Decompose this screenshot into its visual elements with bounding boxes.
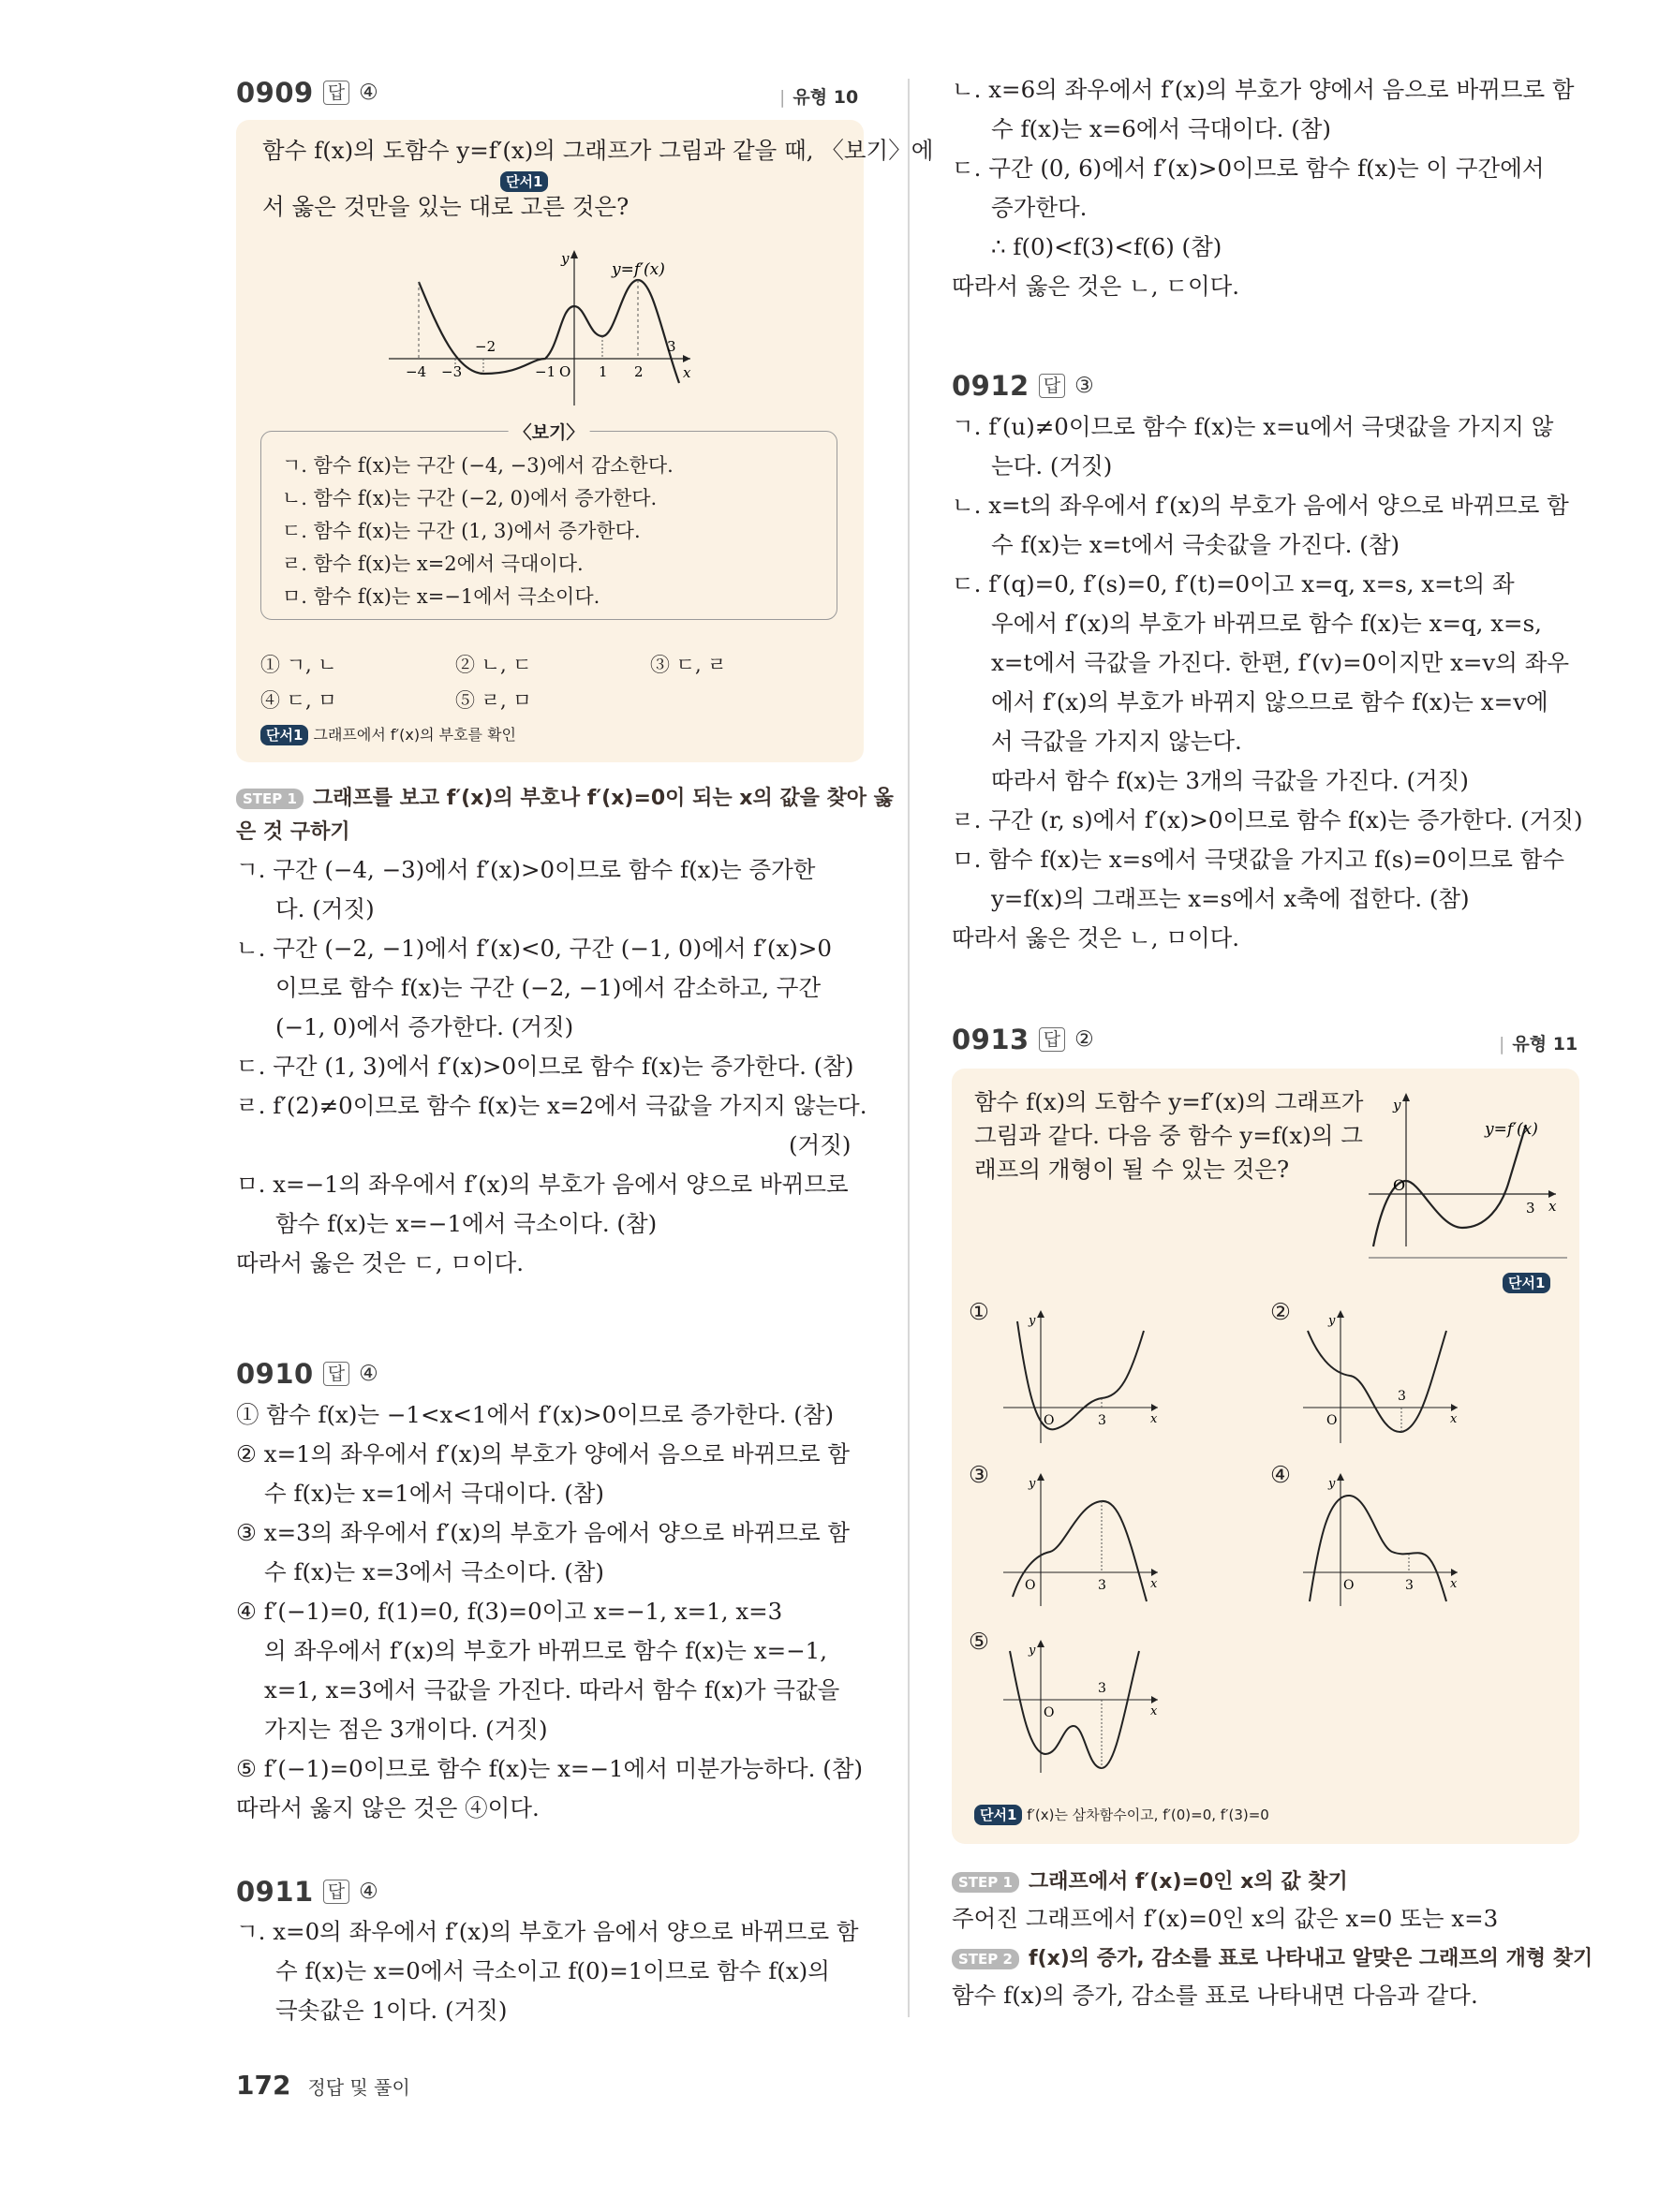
- solution-line: 극솟값은 1이다. (거짓): [275, 1997, 508, 2024]
- tick-label: 3: [1405, 1578, 1414, 1593]
- x-axis-label: x: [1150, 1704, 1158, 1718]
- origin-label: O: [1326, 1413, 1338, 1428]
- option-3-label[interactable]: ③: [969, 1461, 989, 1488]
- origin-label: O: [1343, 1578, 1355, 1593]
- y-axis-arrow: [570, 250, 578, 258]
- solution-line: 수 f(x)는 x=1에서 극대이다. (참): [264, 1480, 604, 1507]
- y-axis-label: y: [1393, 1097, 1401, 1113]
- origin-label: O: [1044, 1705, 1055, 1720]
- option-4-label[interactable]: ④: [1270, 1461, 1291, 1488]
- solution-line: ㄱ. x=0의 좌우에서 f′(x)의 부호가 음에서 양으로 바뀌므로 함: [236, 1918, 859, 1945]
- solution-line: 에서 f′(x)의 부호가 바뀌지 않으므로 함수 f(x)는 x=v에: [991, 688, 1548, 715]
- column-divider: [908, 79, 910, 2017]
- solution-line: ㄱ. f′(u)≠0이므로 함수 f(x)는 x=u에서 극댓값을 가지지 않: [952, 413, 1554, 440]
- option-2-label[interactable]: ②: [1270, 1298, 1291, 1325]
- bogi-item: ㄷ. 함수 f(x)는 구간 (1, 3)에서 증가한다.: [282, 520, 641, 542]
- step-text: 그래프에서 f′(x)=0인 x의 값 찾기: [1028, 1870, 1348, 1894]
- x-axis-label: x: [1450, 1577, 1458, 1591]
- solution-line: 수 f(x)는 x=0에서 극소이고 f(0)=1이므로 함수 f(x)의: [275, 1957, 830, 1984]
- choice-2[interactable]: ② ㄴ, ㄷ: [455, 654, 532, 676]
- tick-label: 3: [1098, 1413, 1106, 1428]
- solution-line: ④ f′(−1)=0, f(1)=0, f(3)=0이고 x=−1, x=1, x=3: [236, 1598, 783, 1625]
- step-tag: STEP 1: [236, 789, 304, 809]
- q0913-step1-heading: [952, 1865, 1348, 1897]
- bogi-title-text: 보기: [531, 422, 567, 443]
- tick-label: 1: [599, 363, 608, 380]
- solution-line: x=t에서 극값을 가진다. 한편, f′(v)=0이지만 x=v의 좌우: [991, 649, 1570, 676]
- choice-3[interactable]: ③ ㄷ, ㄹ: [650, 654, 727, 676]
- x-axis-label: x: [1150, 1577, 1158, 1591]
- solution-line: (−1, 0)에서 증가한다. (거짓): [275, 1013, 574, 1040]
- x-axis-label: x: [1548, 1198, 1557, 1215]
- solution-line: 따라서 함수 f(x)는 3개의 극값을 가진다. (거짓): [991, 767, 1469, 794]
- solution-line: ㄴ. x=t의 좌우에서 f′(x)의 부호가 음에서 양으로 바뀌므로 함: [952, 492, 1569, 519]
- solution-line: ㅁ. x=−1의 좌우에서 f′(x)의 부호가 음에서 양으로 바뀌므로: [236, 1171, 849, 1198]
- x-axis-label: x: [683, 364, 691, 381]
- q0913-derivative-graph: [1369, 1087, 1570, 1261]
- q0913-stem-line: 래프의 개형이 될 수 있는 것은?: [974, 1156, 1290, 1183]
- q0910-header: [236, 1358, 378, 1390]
- q0913-hint-note: [974, 1805, 1269, 1825]
- tick-label: 3: [1398, 1389, 1406, 1404]
- answer-badge: 답: [323, 81, 349, 105]
- q0913-header: [952, 1024, 1094, 1055]
- answer-badge: 답: [1039, 374, 1065, 398]
- bogi-item: ㄹ. 함수 f(x)는 x=2에서 극대이다.: [282, 553, 584, 575]
- q0913-problem-box: [952, 1069, 1579, 1844]
- solution-line: ㄴ. x=6의 좌우에서 f′(x)의 부호가 양에서 음으로 바뀌므로 함: [952, 76, 1575, 103]
- solution-line: 는다. (거짓): [991, 452, 1113, 479]
- q0911-answer: ④: [359, 1880, 378, 1904]
- q0909-answer: ④: [359, 81, 378, 105]
- hint-note-text: f′(x)는 삼차함수이고, f′(0)=0, f′(3)=0: [1027, 1806, 1269, 1823]
- solution-line: y=f(x)의 그래프는 x=s에서 x축에 접한다. (참): [991, 885, 1470, 912]
- solution-line: 수 f(x)는 x=6에서 극대이다. (참): [991, 115, 1331, 142]
- q0909-number: 0909: [236, 77, 314, 109]
- solution-line: 이므로 함수 f(x)는 구간 (−2, −1)에서 감소하고, 구간: [275, 974, 822, 1001]
- q0913-stem-line: 함수 f(x)의 도함수 y=f′(x)의 그래프가: [974, 1088, 1364, 1115]
- x-axis-arrow: [1548, 1190, 1556, 1198]
- bogi-title: 〈보기〉: [509, 419, 590, 444]
- q0913-stem-line: 그림과 같다. 다음 중 함수 y=f(x)의 그: [974, 1122, 1363, 1149]
- q0913-step2-heading: [952, 1942, 1592, 1974]
- solution-conclusion: 따라서 옳은 것은 ㄴ, ㅁ이다.: [952, 924, 1240, 951]
- bogi-item: ㄴ. 함수 f(x)는 구간 (−2, 0)에서 증가한다.: [282, 487, 658, 509]
- answer-badge: 답: [1039, 1027, 1065, 1052]
- q0910-answer: ④: [359, 1362, 378, 1386]
- option-4-graph[interactable]: [1298, 1466, 1467, 1611]
- curve-label: y=f′(x): [612, 260, 665, 279]
- q0913-answer: ②: [1074, 1027, 1094, 1052]
- solution-line: 수 f(x)는 x=3에서 극소이다. (참): [264, 1558, 604, 1585]
- solution-line: ㄷ. 구간 (1, 3)에서 f′(x)>0이므로 함수 f(x)는 증가한다. (참): [236, 1053, 854, 1080]
- step-tag: STEP 2: [952, 1949, 1019, 1969]
- choice-5[interactable]: ⑤ ㄹ, ㅁ: [455, 689, 532, 712]
- solution-line: 우에서 f′(x)의 부호가 바뀌므로 함수 f(x)는 x=q, x=s,: [991, 610, 1542, 637]
- solution-line: ③ x=3의 좌우에서 f′(x)의 부호가 음에서 양으로 바뀌므로 함: [236, 1519, 851, 1546]
- q0913-type: | 유형 11: [1499, 1030, 1578, 1055]
- bogi-item: ㅁ. 함수 f(x)는 x=−1에서 극소이다.: [282, 585, 600, 608]
- solution-line: ㄱ. 구간 (−4, −3)에서 f′(x)>0이므로 함수 f(x)는 증가한: [236, 856, 816, 883]
- tick-label: 2: [634, 363, 644, 380]
- q0911-header: [236, 1876, 378, 1908]
- page-footer: [236, 2070, 410, 2101]
- q0909-step-heading: [236, 782, 894, 814]
- choice-1[interactable]: ① ㄱ, ㄴ: [260, 654, 337, 676]
- hint-tag-label: 단서1: [974, 1805, 1022, 1825]
- solution-line: ㄹ. f′(2)≠0이므로 함수 f(x)는 x=2에서 극값을 가지지 않는다.: [236, 1092, 867, 1119]
- solution-conclusion: 따라서 옳은 것은 ㄷ, ㅁ이다.: [236, 1249, 525, 1276]
- page-number: 172: [236, 2070, 291, 2101]
- curve-label: y=f′(x): [1485, 1120, 1538, 1139]
- solution-line: 서 극값을 가지지 않는다.: [991, 728, 1242, 755]
- solution-line: ① 함수 f(x)는 −1<x<1에서 f′(x)>0이므로 증가한다. (참): [236, 1401, 835, 1428]
- tick-label: 3: [667, 338, 676, 355]
- choice-4[interactable]: ④ ㄷ, ㅁ: [260, 689, 337, 712]
- step-tag: STEP 1: [952, 1872, 1019, 1893]
- solution-line: x=1, x=3에서 극값을 가진다. 따라서 함수 f(x)가 극값을: [264, 1676, 840, 1703]
- hint-tag-label: 단서1: [500, 171, 548, 192]
- tick-label: −3: [441, 363, 463, 380]
- solution-line: ㄷ. 구간 (0, 6)에서 f′(x)>0이므로 함수 f(x)는 이 구간에서: [952, 155, 1545, 182]
- q0909-derivative-graph: [381, 243, 700, 406]
- q0909-stem-line2: 서 옳은 것만을 있는 대로 고른 것은?: [262, 193, 630, 220]
- solution-line: ⑤ f′(−1)=0이므로 함수 f(x)는 x=−1에서 미분가능하다. (참): [236, 1755, 864, 1782]
- bogi-item: ㄱ. 함수 f(x)는 구간 (−4, −3)에서 감소한다.: [282, 454, 674, 477]
- origin-label: O: [1044, 1413, 1055, 1428]
- y-axis-label: y: [1029, 1477, 1036, 1491]
- option-2-graph[interactable]: [1298, 1303, 1467, 1448]
- q0909-hint-note: [260, 723, 516, 745]
- tick-label: 3: [1098, 1681, 1106, 1696]
- solution-line: 증가한다.: [991, 194, 1088, 221]
- origin-label: O: [1025, 1578, 1036, 1593]
- answer-badge: 답: [323, 1362, 349, 1386]
- tick-label: −1: [535, 363, 556, 380]
- solution-line: 가지는 점은 3개이다. (거짓): [264, 1716, 548, 1743]
- q0909-step-heading-cont: 은 것 구하기: [236, 820, 350, 844]
- solution-line: ㄴ. 구간 (−2, −1)에서 f′(x)<0, 구간 (−1, 0)에서 f′(x)>0: [236, 935, 832, 962]
- hint-tag-label: 단서1: [1503, 1273, 1550, 1293]
- tick-label: 3: [1526, 1200, 1535, 1217]
- q0913-number: 0913: [952, 1024, 1029, 1055]
- option-5-label[interactable]: ⑤: [969, 1628, 989, 1655]
- solution-line: (거짓): [789, 1131, 852, 1158]
- x-axis-label: x: [1150, 1412, 1158, 1426]
- origin-label: O: [1393, 1176, 1406, 1194]
- solution-line: ∴ f(0)<f(3)<f(6) (참): [991, 233, 1222, 260]
- x-axis-label: x: [1450, 1412, 1458, 1426]
- page-section-label: 정답 및 풀이: [307, 2076, 410, 2099]
- option-5-graph[interactable]: [999, 1632, 1167, 1782]
- q0913-hint-tag: [1503, 1273, 1550, 1293]
- solution-line: ② x=1의 좌우에서 f′(x)의 부호가 양에서 음으로 바뀌므로 함: [236, 1440, 851, 1467]
- solution-conclusion: 따라서 옳은 것은 ㄴ, ㄷ이다.: [952, 273, 1240, 300]
- solution-line: 의 좌우에서 f′(x)의 부호가 바뀌므로 함수 f(x)는 x=−1,: [264, 1637, 828, 1664]
- q0911-number: 0911: [236, 1876, 314, 1908]
- solution-line: ㄷ. f′(q)=0, f′(s)=0, f′(t)=0이고 x=q, x=s, x=t의 좌: [952, 570, 1515, 597]
- y-axis-label: y: [561, 250, 570, 267]
- tick-label: −2: [475, 338, 496, 355]
- hint-tag-label: 단서1: [260, 725, 308, 745]
- y-axis-label: y: [1029, 1644, 1036, 1658]
- q0909-type: | 유형 10: [779, 83, 858, 109]
- q0910-number: 0910: [236, 1358, 314, 1390]
- hint-note-text: 그래프에서 f′(x)의 부호를 확인: [313, 726, 517, 744]
- y-axis-label: y: [1328, 1477, 1336, 1491]
- q0909-hint-tag: [500, 171, 548, 192]
- tick-label: −4: [406, 363, 427, 380]
- solution-line: ㅁ. 함수 f(x)는 x=s에서 극댓값을 가지고 f(s)=0이므로 함수: [952, 846, 1565, 873]
- q0909-stem-line1: 함수 f(x)의 도함수 y=f′(x)의 그래프가 그림과 같을 때, 〈보기〉에: [262, 137, 934, 164]
- y-axis-label: y: [1029, 1314, 1036, 1328]
- q0912-header: [952, 370, 1094, 402]
- y-axis-label: y: [1328, 1314, 1336, 1328]
- origin-label: O: [559, 363, 571, 380]
- solution-conclusion: 따라서 옳지 않은 것은 ④이다.: [236, 1794, 540, 1821]
- y-axis-arrow: [1402, 1093, 1410, 1101]
- answer-badge: 답: [323, 1880, 349, 1904]
- option-3-graph[interactable]: [999, 1466, 1167, 1611]
- q0912-number: 0912: [952, 370, 1029, 402]
- solution-line: 주어진 그래프에서 f′(x)=0인 x의 값은 x=0 또는 x=3: [952, 1905, 1499, 1932]
- option-1-label[interactable]: ①: [969, 1298, 989, 1325]
- solution-line: 다. (거짓): [275, 895, 375, 922]
- step-text: 그래프를 보고 f′(x)의 부호나 f′(x)=0이 되는 x의 값을 찾아 옳: [312, 787, 894, 810]
- q0909-header: [236, 77, 378, 109]
- q0912-answer: ③: [1074, 374, 1094, 398]
- q0909-bogi-box: [260, 422, 837, 620]
- step-text: f(x)의 증가, 감소를 표로 나타내고 알맞은 그래프의 개형 찾기: [1028, 1947, 1593, 1970]
- q0909-problem-box: [236, 120, 934, 762]
- solution-line: 함수 f(x)는 x=−1에서 극소이다. (참): [275, 1210, 658, 1237]
- solution-line: ㄹ. 구간 (r, s)에서 f′(x)>0이므로 함수 f(x)는 증가한다. (거짓): [952, 806, 1583, 833]
- x-axis-arrow: [683, 355, 690, 362]
- option-1-graph[interactable]: [999, 1303, 1167, 1448]
- solution-line: 수 f(x)는 x=t에서 극솟값을 가진다. (참): [991, 531, 1400, 558]
- solution-line: 함수 f(x)의 증가, 감소를 표로 나타내면 다음과 같다.: [952, 1982, 1478, 2009]
- tick-label: 3: [1098, 1578, 1106, 1593]
